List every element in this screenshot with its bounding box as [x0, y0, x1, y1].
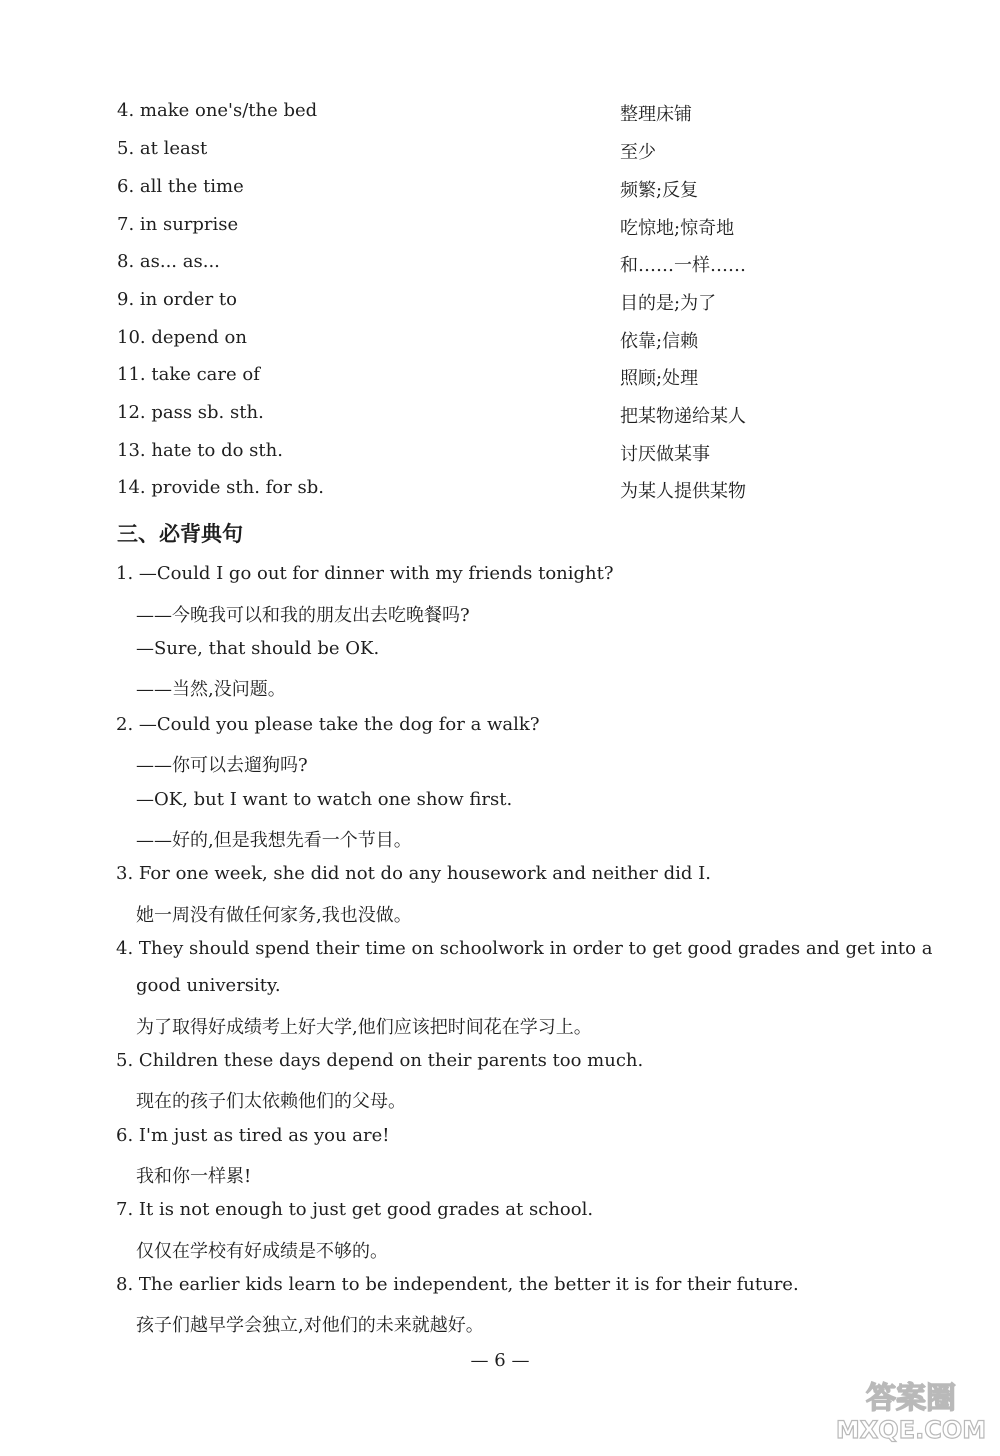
phrase-row [117, 477, 917, 507]
sentence-english: good university. [136, 975, 281, 996]
phrase-english: 13. hate to do sth. [117, 440, 283, 461]
sentence-chinese: 我和你一样累! [136, 1166, 252, 1187]
phrase-row [117, 251, 917, 281]
phrase-row [117, 100, 917, 130]
sentence-chinese: ——当然,没问题。 [136, 679, 286, 700]
sentence-chinese: ——今晚我可以和我的朋友出去吃晚餐吗? [136, 605, 470, 626]
phrase-chinese: 整理床铺 [620, 104, 692, 125]
page-number: — 6 — [470, 1350, 530, 1371]
phrase-row [117, 440, 917, 470]
phrase-english: 14. provide sth. for sb. [117, 477, 324, 498]
phrase-chinese: 和……一样…… [620, 255, 746, 276]
sentence-chinese: 仅仅在学校有好成绩是不够的。 [136, 1241, 388, 1262]
phrase-chinese: 把某物递给某人 [620, 406, 746, 427]
section-title: 三、必背典句 [117, 522, 243, 546]
sentence-chinese: 孩子们越早学会独立,对他们的未来就越好。 [136, 1315, 484, 1336]
phrase-chinese: 讨厌做某事 [620, 444, 710, 465]
phrase-row [117, 176, 917, 206]
phrase-english: 7. in surprise [117, 214, 239, 235]
phrase-chinese: 目的是;为了 [620, 293, 717, 314]
phrase-row [117, 364, 917, 394]
sentence-chinese: ——好的,但是我想先看一个节目。 [136, 830, 412, 851]
sentence-chinese: 为了取得好成绩考上好大学,他们应该把时间花在学习上。 [136, 1017, 592, 1038]
phrase-row [117, 138, 917, 168]
sentence-english: 7. It is not enough to just get good grades at school. [116, 1199, 594, 1220]
sentence-english: 8. The earlier kids learn to be independent, the better it is for their future. [116, 1274, 799, 1295]
phrase-chinese: 至少 [620, 142, 656, 163]
sentence-chinese: ——你可以去遛狗吗? [136, 755, 308, 776]
phrase-row [117, 289, 917, 319]
sentence-chinese: 她一周没有做任何家务,我也没做。 [136, 905, 412, 926]
phrase-chinese: 为某人提供某物 [620, 481, 746, 502]
phrase-chinese: 照顾;处理 [620, 368, 699, 389]
phrase-english: 11. take care of [117, 364, 260, 385]
phrase-english: 9. in order to [117, 289, 237, 310]
phrase-row [117, 327, 917, 357]
phrase-english: 4. make one's/the bed [117, 100, 318, 121]
sentence-english: 4. They should spend their time on schoolwork in order to get good grades and get into a [116, 938, 933, 959]
phrase-english: 12. pass sb. sth. [117, 402, 264, 423]
sentence-english: —OK, but I want to watch one show first. [136, 789, 513, 810]
sentence-english: 5. Children these days depend on their parents too much. [116, 1050, 644, 1071]
phrase-english: 6. all the time [117, 176, 244, 197]
phrase-row [117, 214, 917, 244]
watermark-graphic [836, 1376, 986, 1446]
phrase-english: 10. depend on [117, 327, 247, 348]
sentence-english: 6. I'm just as tired as you are! [116, 1125, 390, 1146]
watermark-text-top: 答案圈 [866, 1381, 956, 1416]
phrase-english: 8. as... as... [117, 251, 220, 272]
phrase-english: 5. at least [117, 138, 208, 159]
phrase-row [117, 402, 917, 432]
sentence-english: 1. —Could I go out for dinner with my friends tonight? [116, 563, 614, 584]
phrase-chinese: 依靠;信赖 [620, 331, 699, 352]
sentence-english: —Sure, that should be OK. [136, 638, 380, 659]
phrase-chinese: 频繁;反复 [620, 180, 699, 201]
watermark-text-bottom: MXQE.COM [836, 1416, 986, 1444]
watermark-logo [836, 1376, 986, 1446]
sentence-chinese: 现在的孩子们太依赖他们的父母。 [136, 1091, 406, 1112]
sentence-english: 3. For one week, she did not do any housework and neither did I. [116, 863, 711, 884]
sentence-english: 2. —Could you please take the dog for a walk? [116, 714, 540, 735]
phrase-chinese: 吃惊地;惊奇地 [620, 218, 735, 239]
